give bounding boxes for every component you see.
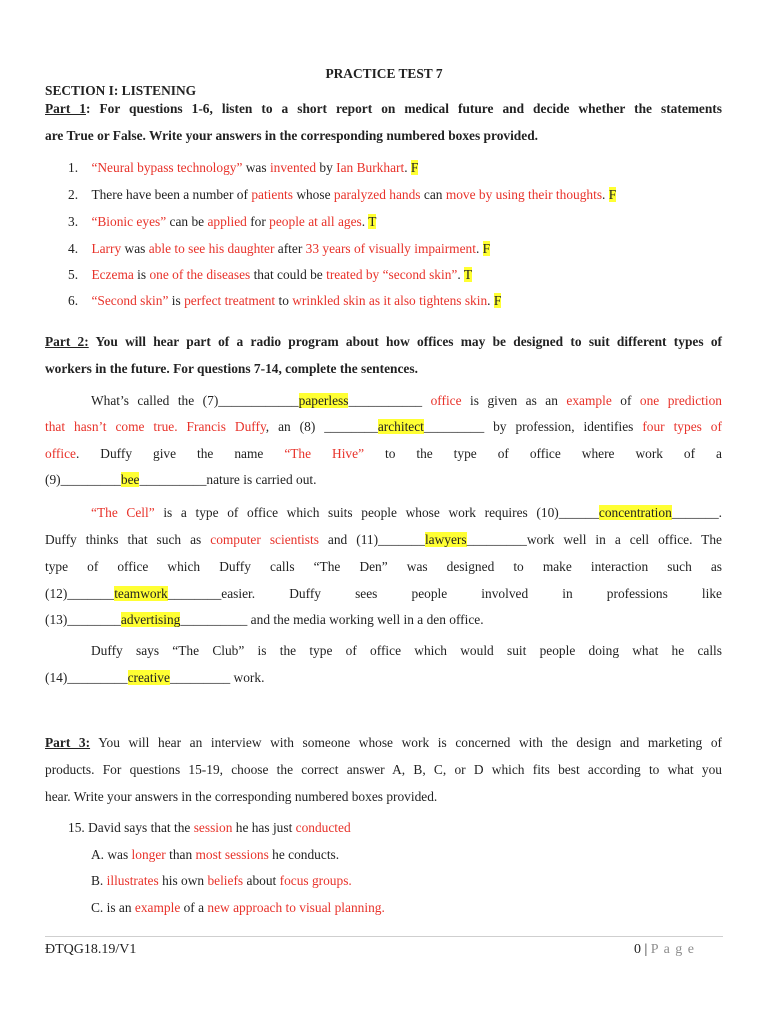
answer-12: teamwork	[114, 586, 168, 601]
page-title: PRACTICE TEST 7	[325, 66, 443, 81]
question-15: 15. David says that the session he has just conducted	[68, 820, 351, 835]
answer-14: creative	[127, 670, 170, 685]
part2-para1-line1: What’s called the (7)____________paperless___________ office is given as an example of one prediction	[91, 393, 722, 408]
part2-para2-line4: (12)_______teamwork________easier. Duffy sees people involved in professions like	[45, 586, 722, 601]
part2-label: Part 2:	[45, 334, 89, 349]
section-heading: SECTION I: LISTENING	[45, 83, 197, 98]
answer-11: lawyers	[424, 532, 467, 547]
answer-9: bee	[120, 472, 140, 487]
question-6: 6. “Second skin” is perfect treatment to wrinkled skin as it also tightens skin. F	[68, 293, 502, 308]
part1-instructions-line1: Part 1: For questions 1-6, listen to a short report on medical future and decide whether the statements	[45, 101, 722, 116]
part2-para1-line3: office. Duffy give the name “The Hive” to the type of office where work of a	[45, 446, 722, 461]
answer-1: F	[410, 160, 419, 175]
page-word: P a g e	[650, 942, 695, 957]
question-4: 4. Larry was able to see his daughter after 33 years of visually impairment. F	[68, 241, 491, 256]
footer-divider	[45, 936, 723, 937]
answer-7: paperless	[298, 393, 349, 408]
answer-6: F	[493, 293, 502, 308]
part3-label: Part 3:	[45, 735, 91, 750]
option-a: A. was longer than most sessions he conducts.	[91, 847, 340, 862]
answer-2: F	[608, 187, 617, 202]
part2-para3-line1: Duffy says “The Club” is the type of office which would suit people doing what he calls	[91, 643, 722, 658]
part3-instructions-line1: Part 3: You will hear an interview with someone whose work is concerned with the design and marketing of	[45, 735, 723, 750]
part3-instructions-line3: hear. Write your answers in the corresponding numbered boxes provided.	[45, 789, 438, 804]
answer-5: T	[463, 267, 473, 282]
part1-instructions-line2: are True or False. Write your answers in the corresponding numbered boxes provided.	[45, 128, 538, 143]
question-1: 1. “Neural bypass technology” was invented by Ian Burkhart. F	[68, 160, 419, 175]
part2-para2-line1: “The Cell” is a type of office which suits people whose work requires (10)______concentration_______.	[91, 505, 722, 520]
footer-code: ĐTQG18.19/V1	[45, 942, 137, 957]
answer-4: F	[482, 241, 491, 256]
answer-3: T	[368, 214, 377, 229]
question-2: 2. There have been a number of patients whose paralyzed hands can move by using their thoughts. F	[68, 187, 617, 202]
part2-para3-line2: (14)_________creative_________ work.	[45, 670, 265, 685]
part2-instructions-line2: workers in the future. For questions 7-14, complete the sentences.	[45, 361, 418, 376]
option-c: C. is an example of a new approach to visual planning.	[91, 900, 385, 915]
answer-8: architect	[377, 419, 424, 434]
answer-10: concentration	[598, 505, 672, 520]
question-3: 3. “Bionic eyes” can be applied for people at all ages. T	[68, 214, 377, 229]
answer-13: advertising	[120, 612, 181, 627]
part3-instructions-line2: products. For questions 15-19, choose the correct answer A, B, C, or D which fits best according to what you	[45, 762, 722, 777]
part2-para1-line2: that hasn’t come true. Francis Duffy, an (8) ________architect_________ by profession, identifies four types of	[45, 419, 722, 434]
part2-para2-line5: (13)________advertising__________ and the media working well in a den office.	[45, 612, 484, 627]
part2-para1-line4: (9)_________bee__________nature is carried out.	[45, 472, 317, 487]
part2-para2-line3: type of office which Duffy calls “The Den” was designed to make interaction such as	[45, 559, 722, 574]
part1-label: Part 1	[45, 101, 86, 116]
footer-page	[634, 942, 695, 958]
part2-para2-line2: Duffy thinks that such as computer scientists and (11)_______lawyers_________work well in a cell office. The	[45, 532, 722, 547]
question-5: 5. Eczema is one of the diseases that could be treated by “second skin”. T	[68, 267, 473, 282]
part2-instructions-line1: Part 2: You will hear part of a radio program about how offices may be designed to suit different types of	[45, 334, 722, 349]
page-number: 0 |	[633, 942, 651, 957]
option-b: B. illustrates his own beliefs about focus groups.	[91, 873, 352, 888]
